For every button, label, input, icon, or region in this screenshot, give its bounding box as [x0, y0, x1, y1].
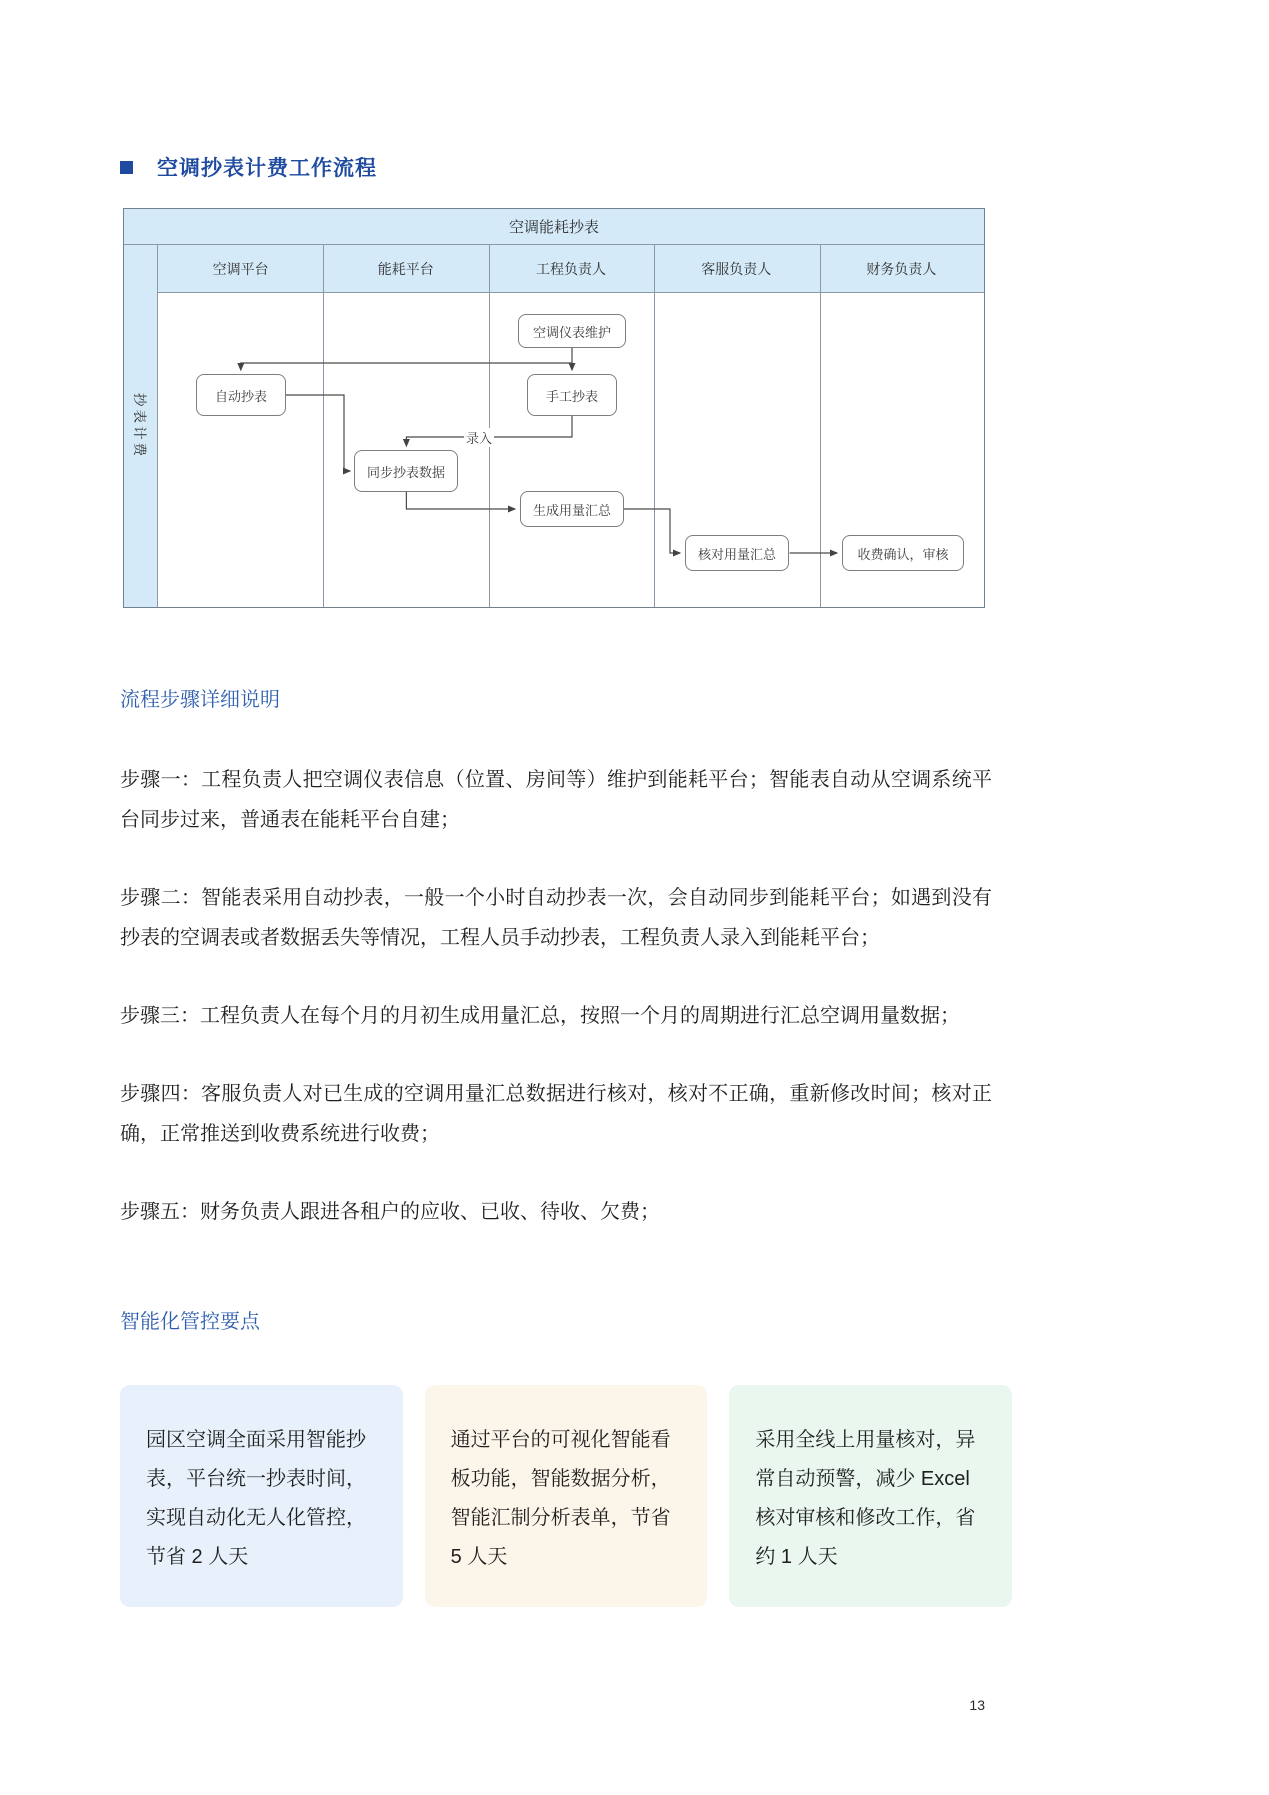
- lane-header-energy-platform: 能耗平台: [377, 260, 434, 277]
- swimlane-diagram: [123, 208, 985, 608]
- steps-paragraphs: [120, 760, 992, 1270]
- highlight-card-auto-reading: 园区空调全面采用智能抄表，平台统一抄表时间，实现自动化无人化管控，节省 2 人天: [120, 1385, 403, 1607]
- lane-header-engineering-lead: 工程负责人: [536, 260, 606, 277]
- flow-node-auto-reading: 自动抄表: [196, 374, 286, 416]
- step-paragraph-2: 步骤二：智能表采用自动抄表，一般一个小时自动抄表一次，会自动同步到能耗平台；如遇到没有抄表的空调表或者数据丢失等情况，工程人员手动抄表，工程负责人录入到能耗平台；: [120, 887, 992, 949]
- page-number: 13: [969, 1697, 985, 1713]
- bullet-square-icon: [120, 161, 133, 174]
- lane-header-service-lead: 客服负责人: [701, 260, 772, 277]
- diagram-title: 空调能耗抄表: [124, 209, 984, 245]
- flow-node-generate-summary: 生成用量汇总: [520, 491, 624, 527]
- flow-node-meter-maintenance: 空调仪表维护: [518, 314, 626, 348]
- edge-label-entry: 录入: [464, 428, 494, 447]
- flow-node-billing-confirm: 收费确认，审核: [842, 535, 964, 571]
- flow-node-sync-data: 同步抄表数据: [354, 450, 458, 492]
- steps-section-heading: 流程步骤详细说明: [120, 689, 280, 711]
- step-paragraph-4: 步骤四：客服负责人对已生成的空调用量汇总数据进行核对，核对不正确，重新修改时间；核对正确，正常推送到收费系统进行收费；: [120, 1083, 992, 1145]
- flow-node-manual-reading: 手工抄表: [527, 374, 617, 416]
- lane-header-ac-platform: 空调平台: [212, 260, 269, 277]
- step-paragraph-1: 步骤一：工程负责人把空调仪表信息（位置、房间等）维护到能耗平台；智能表自动从空调系统平台同步过来，普通表在能耗平台自建；: [120, 769, 992, 831]
- section-heading: [120, 152, 377, 182]
- highlight-cards: [120, 1385, 1012, 1607]
- highlight-card-dashboard: 通过平台的可视化智能看板功能，智能数据分析，智能汇制分析表单，节省 5 人天: [425, 1385, 708, 1607]
- diagram-side-label: 抄表计费: [131, 393, 147, 459]
- step-paragraph-5: 步骤五：财务负责人跟进各租户的应收、已收、待收、欠费；: [120, 1201, 660, 1223]
- points-section-heading: 智能化管控要点: [120, 1311, 260, 1333]
- highlight-card-online-check: 采用全线上用量核对，异常自动预警，减少 Excel 核对审核和修改工作，省约 1 人天: [729, 1385, 1012, 1607]
- section-heading-text: 空调抄表计费工作流程: [157, 157, 377, 180]
- flow-node-check-summary: 核对用量汇总: [685, 535, 789, 571]
- lane-header-finance-lead: 财务负责人: [866, 260, 937, 277]
- step-paragraph-3: 步骤三：工程负责人在每个月的月初生成用量汇总，按照一个月的周期进行汇总空调用量数据；: [120, 1005, 960, 1027]
